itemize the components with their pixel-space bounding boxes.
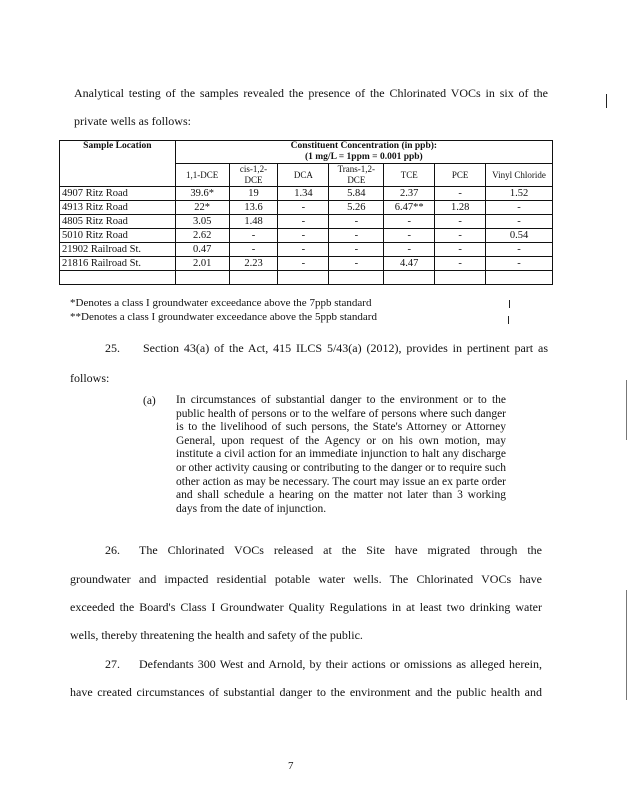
footnote-2: **Denotes a class I groundwater exceedance above the 5ppb standard [70, 311, 377, 323]
table-row [60, 243, 553, 257]
para-26-line-3: exceeded the Board's Class I Groundwater Quality Regulations in at least two drinking water [70, 600, 542, 614]
column-header-pce: PCE [435, 164, 486, 187]
cell: 2.23 [229, 257, 278, 271]
row-location: 5010 Ritz Road [60, 229, 176, 243]
cell: 6.47** [384, 201, 435, 215]
footnote-1: *Denotes a class I groundwater exceedance above the 7ppb standard [70, 297, 372, 309]
table-row [60, 215, 553, 229]
group-header-line-2: (1 mg/L = 1ppm = 0.001 ppb) [304, 152, 423, 162]
cell: - [329, 215, 384, 229]
table-row [60, 257, 553, 271]
row-location: 21902 Railroad St. [60, 243, 176, 257]
scan-artifact [509, 300, 510, 308]
cell: - [384, 215, 435, 229]
para-26-number: 26. [105, 543, 120, 557]
para-26-line-4: wells, thereby threatening the health and safety of the public. [70, 628, 363, 642]
cell: 4.47 [384, 257, 435, 271]
cell: 0.47 [175, 243, 229, 257]
cell: 39.6* [175, 187, 229, 201]
cell: 2.01 [175, 257, 229, 271]
cell: - [278, 201, 329, 215]
column-header-cis12dce: cis-1,2-DCE [229, 164, 278, 187]
row-location: 4907 Ritz Road [60, 187, 176, 201]
para-27-line-1: Defendants 300 West and Arnold, by their actions or omissions as alleged herein, [139, 657, 542, 671]
cell: - [329, 243, 384, 257]
page-number: 7 [288, 760, 294, 772]
cell: 19 [229, 187, 278, 201]
cell: - [435, 243, 486, 257]
table-row [60, 187, 553, 201]
cell: 13.6 [229, 201, 278, 215]
cell: - [329, 229, 384, 243]
concentration-table [59, 140, 553, 285]
table-header-row [60, 141, 553, 164]
cell: - [486, 243, 553, 257]
group-header-line-1: Constituent Concentration (in ppb): [290, 141, 438, 151]
column-header-vinyl-chloride: Vinyl Chloride [486, 164, 553, 187]
table-row [60, 229, 553, 243]
para-26-line-1: The Chlorinated VOCs released at the Site have migrated through the [139, 543, 542, 557]
scan-artifact [606, 94, 607, 108]
cell: - [435, 229, 486, 243]
cell: - [435, 187, 486, 201]
cell: - [278, 215, 329, 229]
para-25-number: 25. [105, 341, 120, 355]
cell: - [229, 243, 278, 257]
cell: 1.34 [278, 187, 329, 201]
cell: 1.48 [229, 215, 278, 229]
scan-artifact [508, 316, 509, 324]
intro-line-2: private wells as follows: [74, 114, 191, 128]
cell: 2.62 [175, 229, 229, 243]
para-27-line-2: have created circumstances of substantial danger to the environment and the public health and [70, 685, 542, 699]
scan-artifact [626, 590, 627, 700]
cell: - [278, 257, 329, 271]
statute-quote: In circumstances of substantial danger to the environment or to the public health of persons or to the welfare of persons where such danger is to the livelihood of such persons, the State's Attorney or Attorney General, upon request of the Agency or on his own motion, may institute a civil action for an immediate injunction to halt any discharge or other activity causing or contributing to the danger or to require such other action as may be necessary. The court may issue an ex parte order and shall schedule a hearing on the matter not later than 3 working days from the date of injunction. [176, 394, 506, 515]
cell: - [435, 257, 486, 271]
column-header-location: Sample Location [60, 141, 176, 187]
cell: 1.28 [435, 201, 486, 215]
cell: 1.52 [486, 187, 553, 201]
cell: 5.84 [329, 187, 384, 201]
quote-marker: (a) [143, 395, 156, 407]
row-location: 4913 Ritz Road [60, 201, 176, 215]
column-header-group [175, 141, 552, 164]
para-25-line-1: Section 43(a) of the Act, 415 ILCS 5/43(a) (2012), provides in pertinent part as [143, 341, 548, 355]
row-location: 4805 Ritz Road [60, 215, 176, 229]
table-empty-row [60, 271, 553, 285]
cell: - [384, 243, 435, 257]
intro-line-1: Analytical testing of the samples revealed the presence of the Chlorinated VOCs in six of the [74, 86, 548, 100]
cell: - [435, 215, 486, 229]
table-row [60, 201, 553, 215]
cell: - [229, 229, 278, 243]
row-location: 21816 Railroad St. [60, 257, 176, 271]
column-header-tce: TCE [384, 164, 435, 187]
para-27-number: 27. [105, 657, 120, 671]
cell: - [486, 215, 553, 229]
column-header-11dce: 1,1-DCE [175, 164, 229, 187]
cell: - [486, 201, 553, 215]
cell: - [278, 243, 329, 257]
cell: 5.26 [329, 201, 384, 215]
column-header-dca: DCA [278, 164, 329, 187]
cell: 3.05 [175, 215, 229, 229]
cell: 2.37 [384, 187, 435, 201]
scan-artifact [626, 380, 627, 440]
cell: 0.54 [486, 229, 553, 243]
cell: - [278, 229, 329, 243]
cell: - [384, 229, 435, 243]
cell: - [486, 257, 553, 271]
cell: 22* [175, 201, 229, 215]
para-25-line-2: follows: [70, 371, 110, 385]
cell: - [329, 257, 384, 271]
para-26-line-2: groundwater and impacted residential potable water wells. The Chlorinated VOCs have [70, 572, 542, 586]
column-header-trans12dce: Trans-1,2-DCE [329, 164, 384, 187]
